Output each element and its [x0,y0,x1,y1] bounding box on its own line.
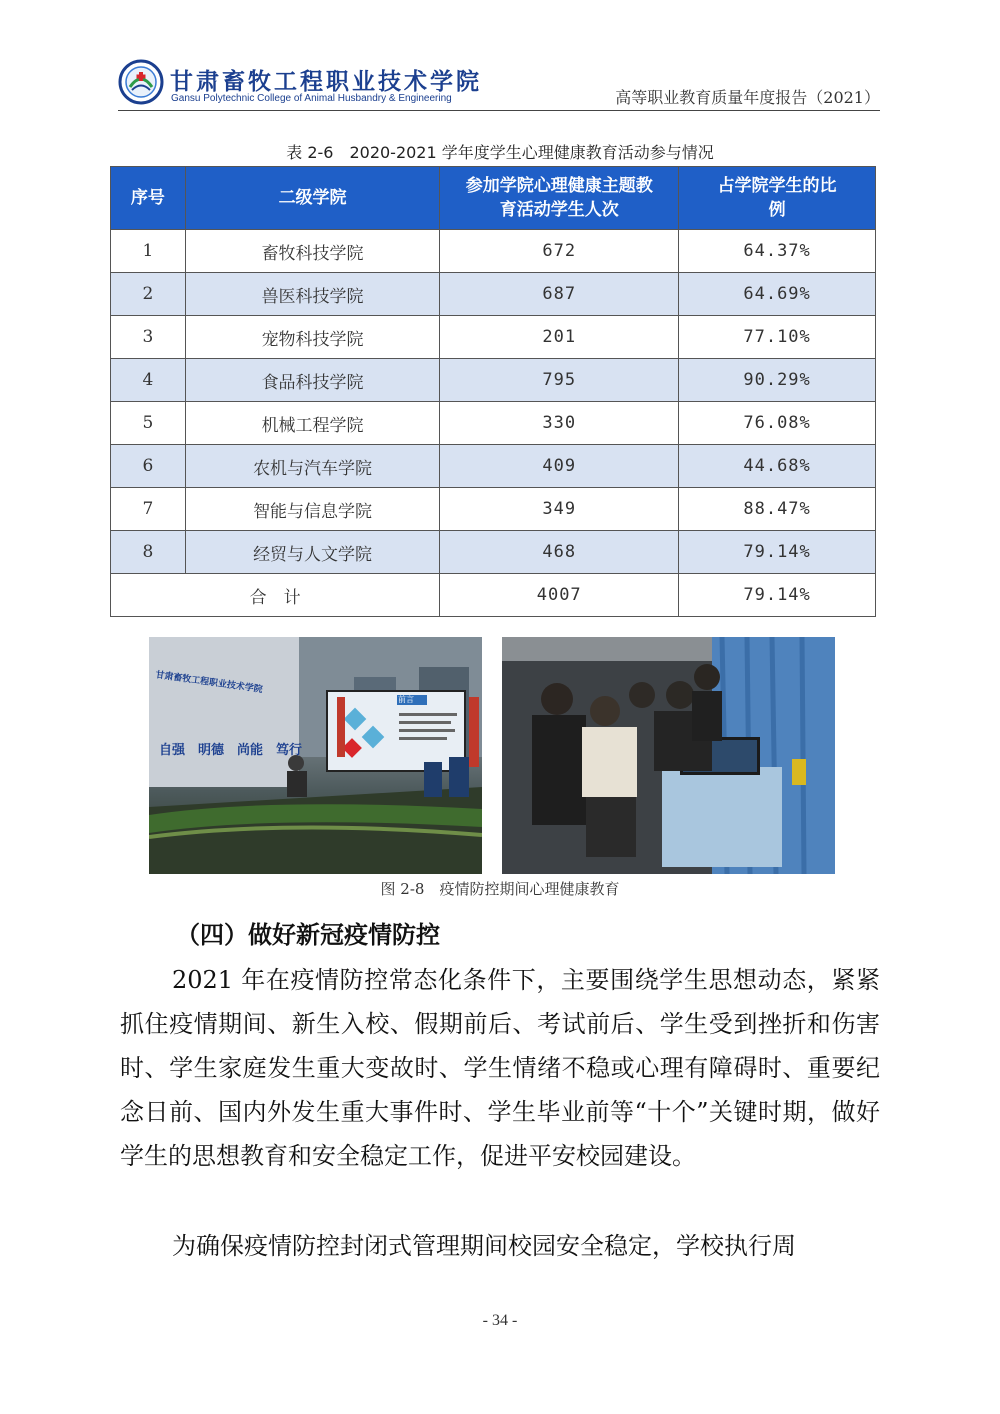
row-count: 349 [440,488,679,531]
total-label: 合 计 [111,574,440,617]
row-college: 智能与信息学院 [185,488,439,531]
total-ratio: 79.14% [679,574,876,617]
section-heading: （四）做好新冠疫情防控 [176,921,440,949]
row-count: 687 [440,273,679,316]
school-name-cn: 甘肃畜牧工程职业技术学院 [170,68,482,95]
row-ratio: 90.29% [679,359,876,402]
wall-school-name: 甘肃畜牧工程职业技术学院 [154,670,264,696]
students-scene [502,637,835,874]
row-index: 6 [111,445,186,488]
row-ratio: 88.47% [679,488,876,531]
wall-motto: 自强 明德 尚能 笃行 [159,743,303,758]
screen-title: 前言 [398,695,414,704]
table-row [111,402,876,445]
row-college: 兽医科技学院 [185,273,439,316]
table-total-row [111,574,876,617]
body-paragraph-2: 为确保疫情防控封闭式管理期间校园安全稳定，学校执行周 [172,1232,796,1260]
row-index: 4 [111,359,186,402]
school-logo [118,59,164,105]
table-row [111,230,876,273]
header-divider [118,110,880,111]
page-header [118,55,880,110]
row-count: 409 [440,445,679,488]
row-index: 1 [111,230,186,273]
row-college: 经贸与人文学院 [185,531,439,574]
table-row [111,488,876,531]
figure-caption: 图 2-8 疫情防控期间心理健康教育 [380,880,620,898]
table-caption: 表 2-6 2020-2021 学年度学生心理健康教育活动参与情况 [286,143,714,162]
header-ratio: 占学院学生的比例 [679,167,876,230]
header-participants: 参加学院心理健康主题教育活动学生人次 [440,167,679,230]
row-college: 农机与汽车学院 [185,445,439,488]
total-count: 4007 [440,574,679,617]
school-name-en: Gansu Polytechnic College of Animal Husbandry & Engineering [171,93,452,104]
row-ratio: 77.10% [679,316,876,359]
participation-table [110,166,876,617]
row-index: 8 [111,531,186,574]
row-ratio: 64.69% [679,273,876,316]
table-row [111,531,876,574]
row-index: 2 [111,273,186,316]
table-row [111,445,876,488]
header-college: 二级学院 [185,167,439,230]
row-ratio: 79.14% [679,531,876,574]
row-count: 330 [440,402,679,445]
photo-meeting-room [149,637,482,874]
table-header-row [111,167,876,230]
header-index: 序号 [111,167,186,230]
table-row [111,359,876,402]
table-row [111,316,876,359]
row-college: 畜牧科技学院 [185,230,439,273]
table-row [111,273,876,316]
row-count: 795 [440,359,679,402]
row-college: 机械工程学院 [185,402,439,445]
row-ratio: 64.37% [679,230,876,273]
row-index: 7 [111,488,186,531]
report-title: 高等职业教育质量年度报告（2021） [615,88,880,107]
row-count: 672 [440,230,679,273]
row-college: 宠物科技学院 [185,316,439,359]
row-ratio: 44.68% [679,445,876,488]
row-count: 201 [440,316,679,359]
page-number: - 34 - [482,1312,518,1329]
row-index: 3 [111,316,186,359]
row-index: 5 [111,402,186,445]
row-ratio: 76.08% [679,402,876,445]
row-college: 食品科技学院 [185,359,439,402]
body-paragraph-1: 2021 年在疫情防控常态化条件下，主要围绕学生思想动态，紧紧抓住疫情期间、新生入校、假期前后、考试前后、学生受到挫折和伤害时、学生家庭发生重大变故时、学生情绪不稳或心理有障碍时、重要纪念日前、国内外发生重大事件时、学生毕业前等“十个”关键时期，做好学生的思想教育和安全稳定工作，促进平安校园建设。 [120,966,880,1170]
photo-students-laptop [502,637,835,874]
row-count: 468 [440,531,679,574]
